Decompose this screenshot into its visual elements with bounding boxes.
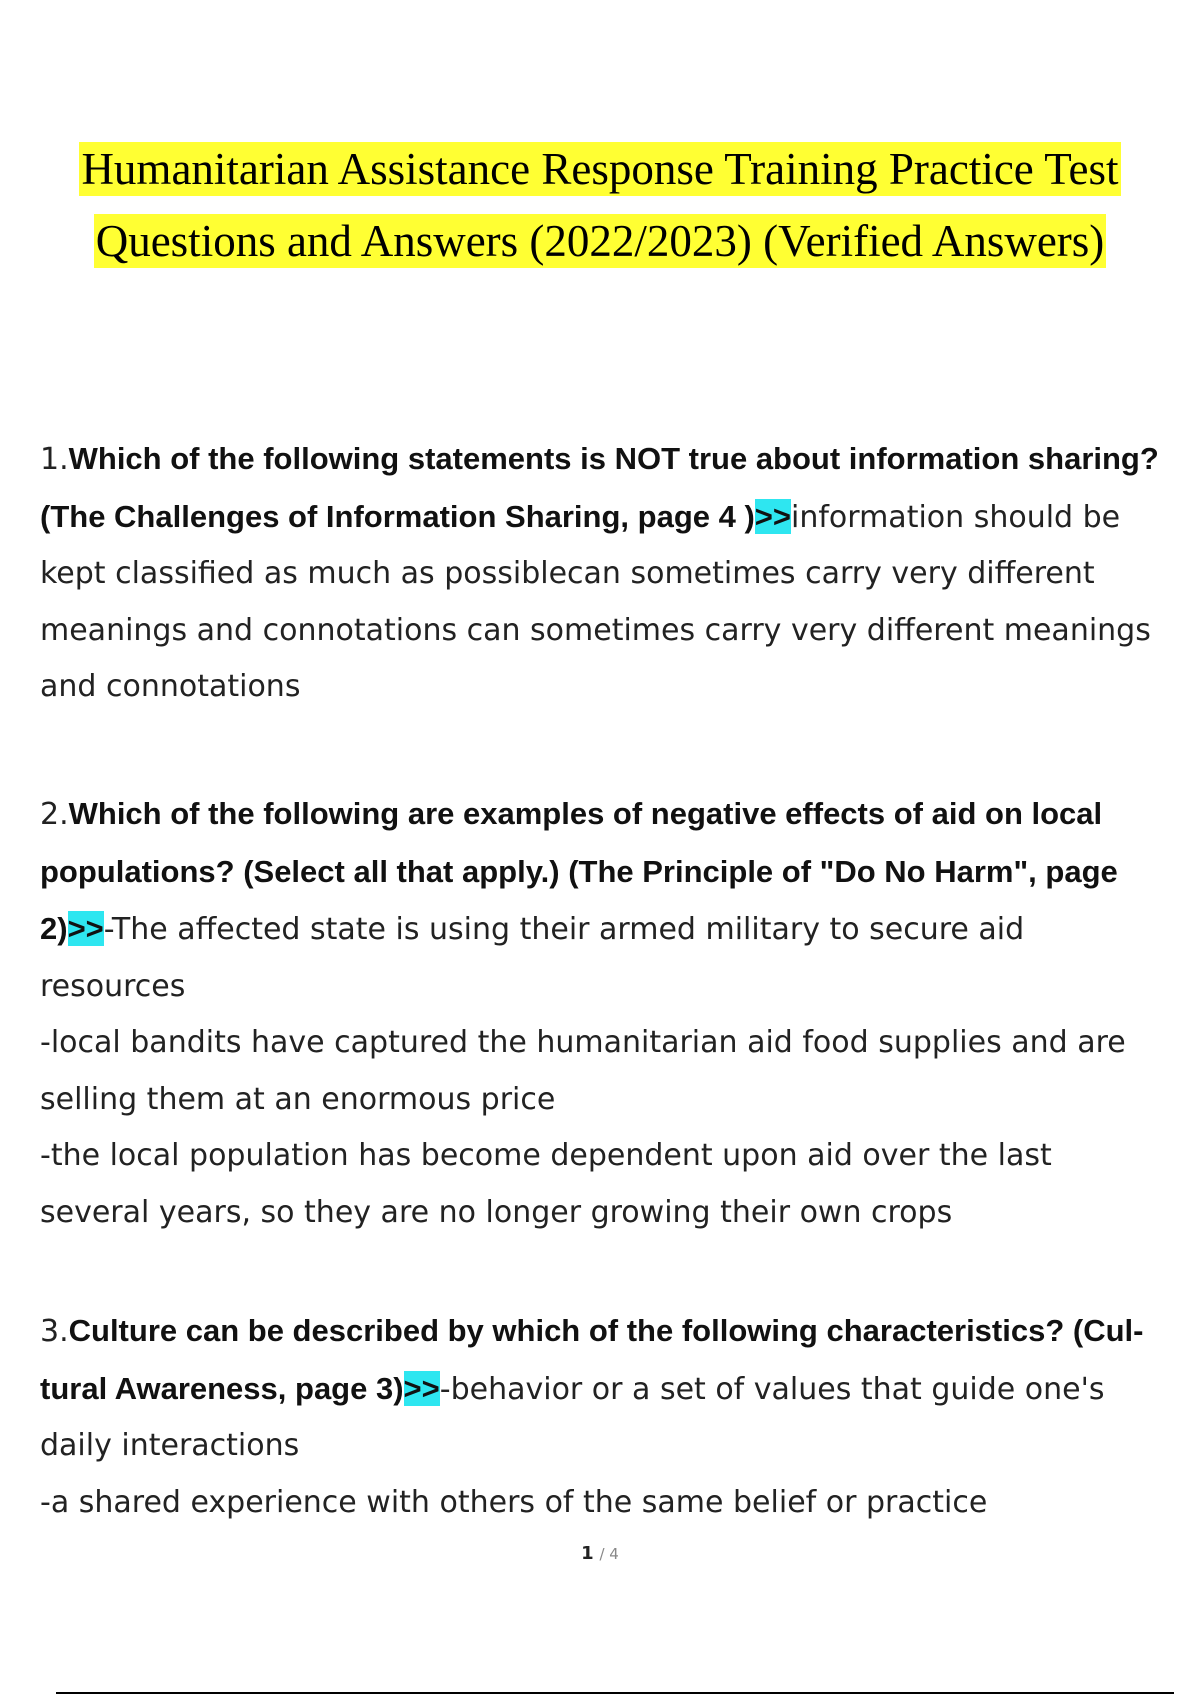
answer-text: -behavior or a set of values that guide one's daily interactions bbox=[40, 1371, 1105, 1463]
answer-text: -a shared experience with others of the same belief or practice bbox=[40, 1484, 988, 1520]
question-1 bbox=[40, 431, 1170, 716]
title-line-1-text: Humanitarian Assistance Response Training Practice Test bbox=[81, 144, 1119, 194]
answer-text: -the local population has become dependent upon aid over the last several years, so they are no longer growing their own crops bbox=[40, 1138, 1052, 1230]
title-line-2 bbox=[0, 212, 1200, 270]
document-title bbox=[0, 140, 1200, 284]
question-text: Which of the following statements is NOT true about information sharing? (The Challenges of Information Sharing, page 4 ) bbox=[40, 441, 1159, 534]
answer-text: information should be kept classified as much as possiblecan sometimes carry very different meanings and connotations can sometimes carry very different meanings and connotations bbox=[40, 499, 1151, 704]
question-text: Which of the following are examples of negative effects of aid on local populations? (Select all that apply.) (The Principle of "Do No Harm", page 2) bbox=[40, 796, 1118, 946]
question-number: 1. bbox=[40, 442, 69, 477]
current-page-number: 1 bbox=[581, 1543, 594, 1564]
question-2 bbox=[40, 786, 1170, 1241]
question-number: 2. bbox=[40, 797, 69, 832]
answer-text: -local bandits have captured the humanitarian aid food supplies and are selling them at an enormous price bbox=[40, 1025, 1126, 1117]
answer-marker: >> bbox=[67, 911, 104, 946]
answer-marker: >> bbox=[403, 1370, 440, 1406]
question-number: 3. bbox=[40, 1314, 69, 1349]
title-line-2-text: Questions and Answers (2022/2023) (Verified Answers) bbox=[95, 216, 1105, 266]
question-3 bbox=[40, 1303, 1170, 1531]
page-number bbox=[0, 1543, 1200, 1564]
total-pages: / 4 bbox=[599, 1545, 619, 1563]
answer-text: -The affected state is using their armed military to secure aid resources bbox=[40, 912, 1025, 1004]
question-text: Culture can be described by which of the following characteristics? (Cul- tural Awareness, page 3) bbox=[40, 1313, 1144, 1406]
footer-divider bbox=[56, 1692, 1174, 1694]
answer-marker: >> bbox=[754, 498, 792, 534]
title-line-1 bbox=[0, 140, 1200, 198]
